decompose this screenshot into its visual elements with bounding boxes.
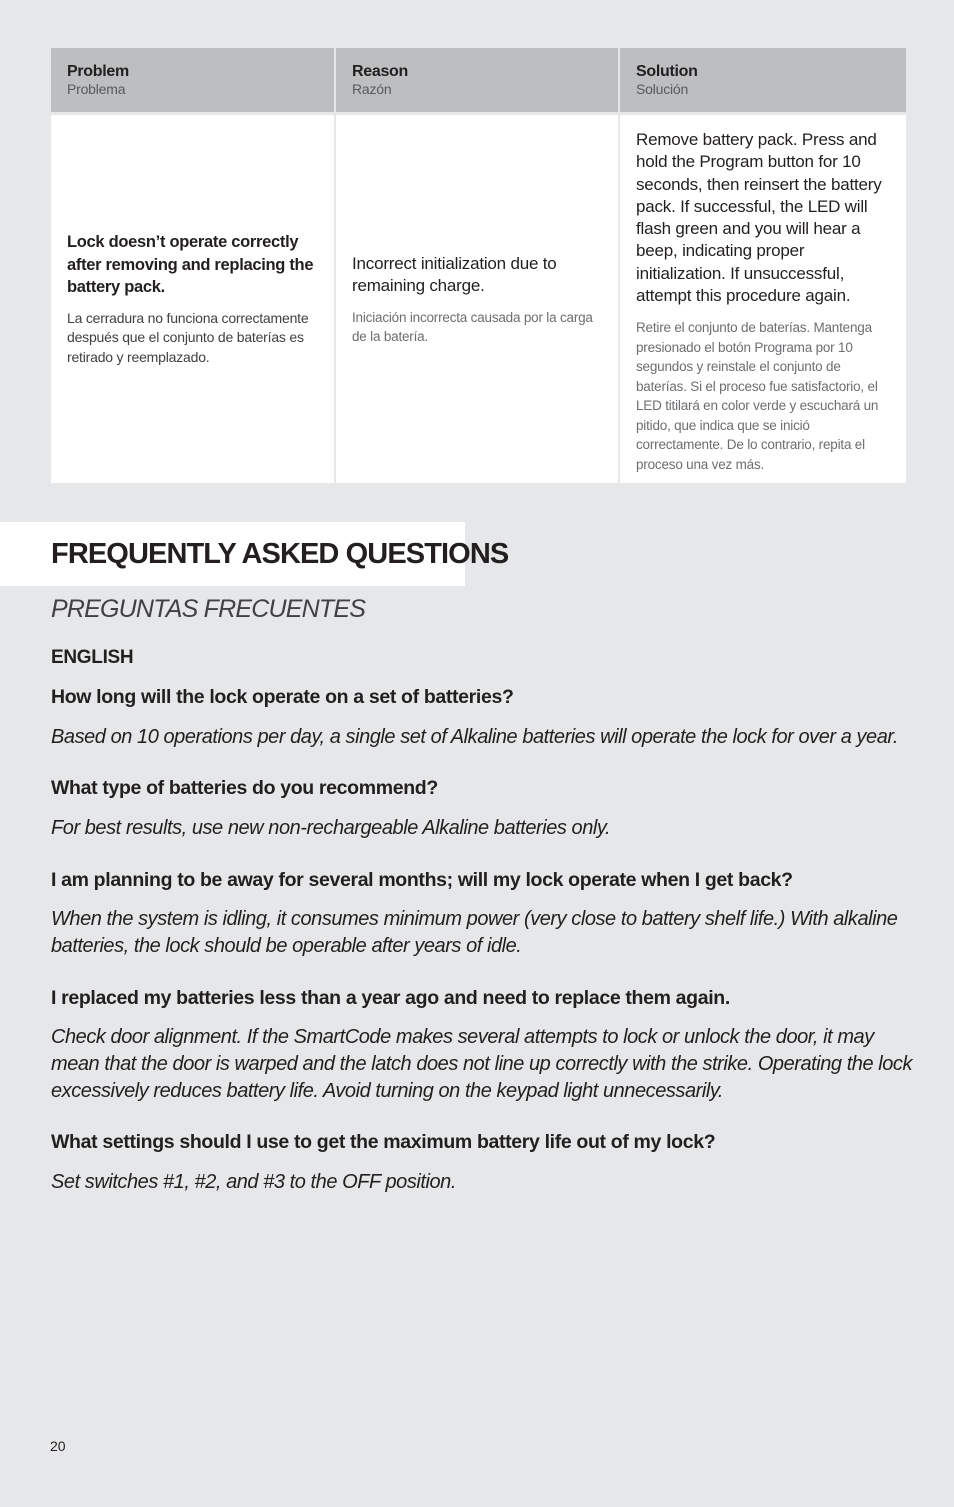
faq-answer: Check door alignment. If the SmartCode makes several attempts to lock or unlock the door, it may mean that the door is warped and the latch does not line up correctly with the strike. Operating the lock excessively reduces battery life. Avoid turning on the keypad light unnecessarily. <box>51 1026 913 1102</box>
reason-cell <box>336 115 618 483</box>
reason-text-es: Iniciación incorrecta causada por la carga de la batería. <box>352 309 593 344</box>
solution-text-en: Remove battery pack. Press and hold the Program button for 10 seconds, then reinsert the battery pack. If successful, the LED will flash green and you will hear a beep, indicating proper initialization. If unsuccessful, attempt this procedure again. <box>636 130 882 306</box>
faq-language-heading: ENGLISH <box>51 647 134 668</box>
header-problem-es: Problema <box>67 81 126 97</box>
header-problem <box>51 48 334 112</box>
header-solution-es: Solución <box>636 81 689 97</box>
faq-question: What settings should I use to get the maximum battery life out of my lock? <box>51 1131 716 1153</box>
troubleshooting-table <box>51 48 905 483</box>
faq-question: How long will the lock operate on a set of batteries? <box>51 686 514 708</box>
header-reason-en: Reason <box>352 63 408 80</box>
faq-answer: For best results, use new non-rechargeable Alkaline batteries only. <box>51 817 611 839</box>
problem-text-es: La cerradura no funciona correctamente después que el conjunto de baterías es retirado y reemplazado. <box>67 309 309 365</box>
faq-question: I am planning to be away for several months; will my lock operate when I get back? <box>51 869 793 891</box>
faq-answer: Based on 10 operations per day, a single set of Alkaline batteries will operate the lock for over a year. <box>51 726 898 748</box>
header-reason-es: Razón <box>352 81 392 97</box>
faq-answer: When the system is idling, it consumes minimum power (very close to battery shelf life.) With alkaline batteries, the lock should be operable after years of idle. <box>51 908 898 957</box>
header-reason <box>336 48 618 112</box>
faq-subtitle: PREGUNTAS FRECUENTES <box>51 595 366 623</box>
header-solution-en: Solution <box>636 63 698 80</box>
page-number: 20 <box>50 1438 66 1454</box>
solution-text-es: Retire el conjunto de baterías. Mantenga presionado el botón Programa por 10 segundos y reinstale el conjunto de baterías. Si el proceso fue satisfactorio, el LED titilará en color verde y escuchará un pitido, que indica que se inició correctamente. De lo contrario, repita el proceso una vez más. <box>636 320 879 472</box>
reason-text-en: Incorrect initialization due to remaining charge. <box>352 253 557 295</box>
faq-question: I replaced my batteries less than a year ago and need to replace them again. <box>51 987 730 1009</box>
faq-title: FREQUENTLY ASKED QUESTIONS <box>51 538 509 570</box>
header-problem-en: Problem <box>67 63 129 80</box>
faq-answer: Set switches #1, #2, and #3 to the OFF position. <box>51 1171 456 1193</box>
faq-question: What type of batteries do you recommend? <box>51 777 438 799</box>
problem-text-en: Lock doesn’t operate correctly after removing and replacing the battery pack. <box>67 233 314 296</box>
header-solution <box>620 48 906 112</box>
problem-cell <box>51 115 334 483</box>
solution-cell <box>620 115 906 483</box>
